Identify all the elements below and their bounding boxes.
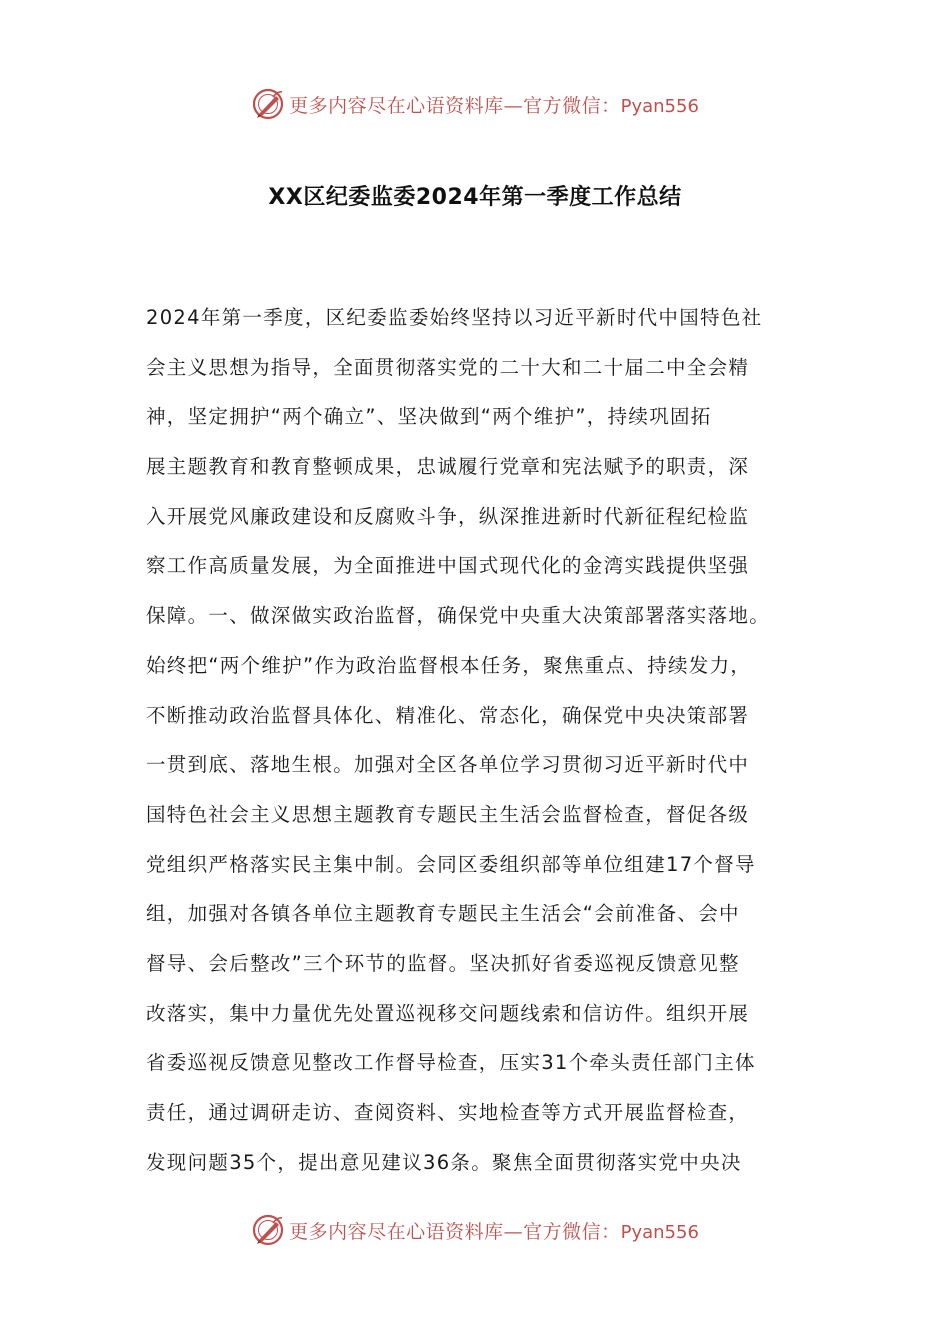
body-line: 2024年第一季度，区纪委监委始终坚持以习近平新时代中国特色社 bbox=[146, 306, 763, 329]
watermark-header bbox=[0, 84, 950, 124]
watermark-handle: Pyan556 bbox=[620, 95, 699, 117]
body-line: 党组织严格落实民主集中制。会同区委组织部等单位组建17个督导 bbox=[146, 852, 756, 876]
body-line: 入开展党风廉政建设和反腐败斗争，纵深推进新时代新征程纪检监 bbox=[146, 504, 750, 528]
body-line: 会主义思想为指导，全面贯彻落实党的二十大和二十届二中全会精 bbox=[146, 355, 750, 379]
body-line: 国特色社会主义思想主题教育专题民主生活会监督检查，督促各级 bbox=[146, 802, 750, 826]
document-title: XX区纪委监委2024年第一季度工作总结 bbox=[268, 185, 682, 210]
body-line: 始终把“两个维护”作为政治监督根本任务，聚焦重点、持续发力， bbox=[146, 653, 752, 677]
body-line: 神，坚定拥护“两个确立”、坚决做到“两个维护”，持续巩固拓 bbox=[146, 405, 712, 429]
watermark-text: 更多内容尽在心语资料库—官方微信：Pyan556 bbox=[289, 94, 699, 117]
body-line: 改落实，集中力量优先处置巡视移交问题线索和信访件。组织开展 bbox=[146, 1001, 750, 1025]
body-line: 不断推动政治监督具体化、精准化、常态化，确保党中央决策部署 bbox=[146, 703, 750, 727]
pen-circle-icon bbox=[251, 1213, 285, 1247]
body-line: 一贯到底、落地生根。加强对全区各单位学习贯彻习近平新时代中 bbox=[146, 753, 750, 777]
watermark-footer bbox=[0, 1210, 950, 1250]
body-line: 省委巡视反馈意见整改工作督导检查，压实31个牵头责任部门主体 bbox=[146, 1051, 756, 1075]
body-line: 组，加强对各镇各单位主题教育专题民主生活会“会前准备、会中 bbox=[146, 902, 740, 926]
body-line: 督导、会后整改”三个环节的监督。坚决抓好省委巡视反馈意见整 bbox=[146, 951, 740, 975]
body-line: 保障。一、做深做实政治监督，确保党中央重大决策部署落实落地。 bbox=[146, 604, 771, 628]
body-line: 发现问题35个，提出意见建议36条。聚焦全面贯彻落实党中央决 bbox=[146, 1150, 742, 1174]
body-line: 展主题教育和教育整顿成果，忠诚履行党章和宪法赋予的职责，深 bbox=[146, 455, 750, 479]
document-body bbox=[146, 300, 836, 1194]
body-line: 察工作高质量发展，为全面推进中国式现代化的金湾实践提供坚强 bbox=[146, 554, 750, 578]
watermark-handle: Pyan556 bbox=[620, 1221, 699, 1243]
pen-circle-icon bbox=[251, 87, 285, 121]
watermark-text: 更多内容尽在心语资料库—官方微信：Pyan556 bbox=[289, 1220, 699, 1243]
body-line: 责任，通过调研走访、查阅资料、实地检查等方式开展监督检查， bbox=[146, 1101, 750, 1124]
